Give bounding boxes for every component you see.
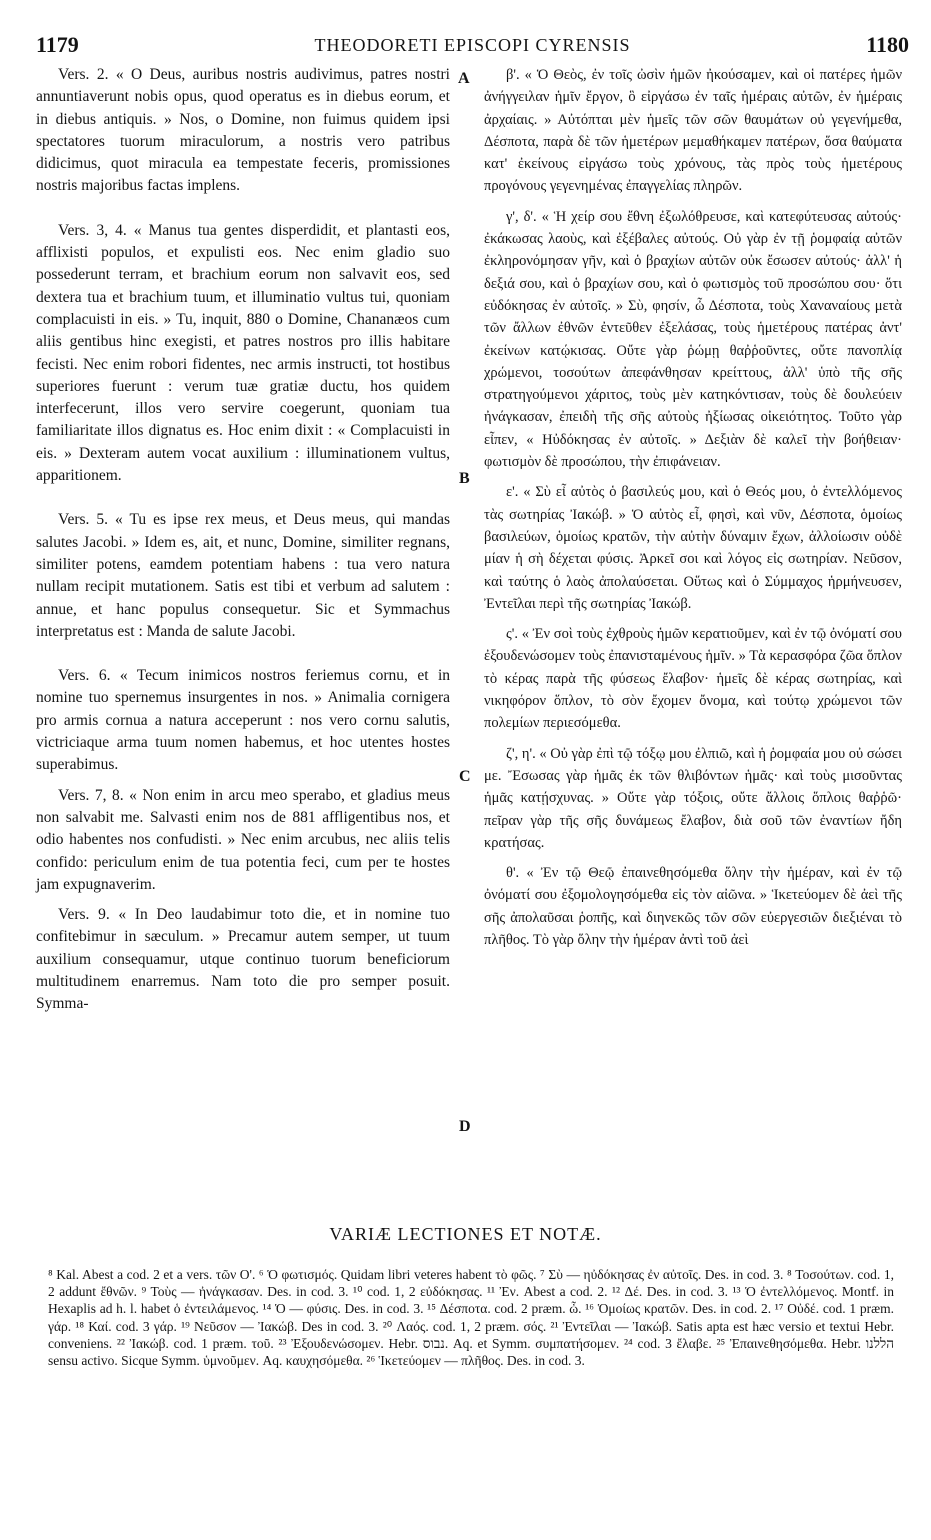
page-header xyxy=(36,32,909,64)
page-number-right: 1180 xyxy=(866,32,909,57)
greek-verse-9: θ'. « Ἐν τῷ Θεῷ ἐπαινεθησόμεθα ὅλην τὴν ἡμέραν, καὶ ἐν τῷ ὀνόματί σου ἐξομολογησόμεθα εἰς τὸν αἰῶνα. » Ἱκετεύομεν δὲ ἀεὶ τῆς σῆς ἀπολαῦσαι ῥοπῆς, καὶ διηνεκῶς τῶν σῶν εὐεργεσιῶν διεξιέναι τὸ πλῆθος. Τὸ γὰρ ὅλην τὴν ἡμέραν ἀντὶ τοῦ ἀεὶ xyxy=(484,865,902,948)
notes-text: ⁸ Kal. Abest a cod. 2 et a vers. τῶν Ο'. ⁶ Ὁ φωτισμός. Quidam libri veteres habent τὸ φῶς. ⁷ Σὺ — ηὐδόκησας ἐν αὐτοῖς. Des. in cod. 3. ⁸ Τοσούτων. cod. 1, 2 addunt ἔθνῶν. ⁹ Τοὺς — ἠνάγκασαν. Des. in cod. 3. ¹⁰ cod. 1, 2 εὐδόκησας. ¹¹ Ἐν. Abest a cod. 2. ¹² Δέ. Des. in cod. 3. ¹³ Ὁ ἐντελλόμενος. Montf. in Hexaplis ad h. l. habet ὁ ἐντειλάμενος. ¹⁴ Ὁ — φύσις. Des. in cod. 3. ¹⁵ Δέσποτα. cod. 2 præm. ὦ. ¹⁶ Ὁμοίως κρατῶν. Des. in cod. 2. ¹⁷ Οὐδέ. cod. 1 præm. γάρ. ¹⁸ Καί. cod. 3 γάρ. ¹⁹ Νεῦσον — Ἰακώβ. Des in cod. 3. ²⁰ Λαός. cod. 1, 2 præm. σός. ²¹ Ἐντεῖλαι — Ἰακώβ. Satis apta est hæc versio et textui Hebr. conveniens. ²² Ἰακώβ. cod. 1 præm. τοῦ. ²³ Ἐξουδενώσομεν. Hebr. נבוס. Aq. et Symm. συμπατήσομεν. ²⁴ cod. 3 ἔλαβε. ²⁵ Ἐπαινεθησόμεθα. Hebr. הללנו sensu activo. Sicque Symm. ὑμνοῦμεν. Aq. καυχησόμεθα. ²⁶ Ἱκετεύομεν — πλῆθος. Des. in cod. 3. xyxy=(48,1267,894,1369)
latin-verse-6: Vers. 6. « Tecum inimicos nostros feriemus cornu, et in nomine tuo spernemus insurgentes in nos. » Animalia cornigera pro armis cornua a natura acceperunt : nos vero cornu salutis, victriciaque arma tuum nomen habemus, et hoc utentes hostes superabimus. xyxy=(36,667,450,774)
greek-verse-7-8: ζ', η'. « Οὐ γὰρ ἐπὶ τῷ τόξῳ μου ἐλπιῶ, καὶ ἡ ῥομφαία μου οὐ σώσει με. Ἔσωσας γὰρ ἡμᾶς ἐκ τῶν θλιβόντων ἡμᾶς· καὶ τοὺς μισοῦντας ἡμᾶς κατῄσχυνας. » Οὔτε γὰρ τόξοις, οὔτε ἄλλοις ὅπλοις θαῤῥῶ· πεῖραν γὰρ τῆς σῆς δυνάμεως ἔλαβον, διὰ σοῦ τῶν ἐναντίων ἤδη κρατήσας. xyxy=(484,745,902,851)
notes-heading: VARIÆ LECTIONES ET NOTÆ. xyxy=(329,1224,602,1244)
latin-column xyxy=(36,64,450,1016)
notes-block xyxy=(48,1266,894,1369)
margin-letter-b: B xyxy=(459,470,470,487)
greek-verse-6: ς'. « Ἐν σοὶ τοὺς ἐχθροὺς ἡμῶν κερατιοῦμεν, καὶ ἐν τῷ ὀνόματί σου ἐξουδενώσομεν τοὺς ἐπανισταμένους ἡμῖν. » Τὰ κερασφόρα ζῶα ὅπλον τὸ κέρας παρὰ τῆς φύσεως ἔλαβον· ἡμεῖς δὲ κέρας σωτηρίας, καὶ νικηφόρον ὅπλον, τὸ σὸν ἔχομεν ὄνομα, καὶ τούτῳ χρώμενοι τῶν πολεμίων περιεσόμεθα. xyxy=(484,626,902,732)
greek-column xyxy=(484,64,902,951)
running-title: THEODORETI EPISCOPI CYRENSIS xyxy=(314,35,631,55)
latin-verse-9: Vers. 9. « In Deo laudabimur toto die, et in nomine tuo confitebimur in sæculum. » Precamur autem semper, ut tuum auxilium consequamur, utque continuo tuorum beneficiorum multitudinem enarremus. Nam toto die pro semper posuit. Symma- xyxy=(36,906,450,1013)
latin-verse-2: Vers. 2. « O Deus, auribus nostris audivimus, patres nostri annuntiaverunt nobis opus, quod operatus es in diebus eorum, et in diebus antiquis. » Nos, o Domine, non fuimus quidem ipsi spectatores tuorum miraculorum, a nostris vero patribus didicimus, quot miracula ea tempestate feceris, promissiones nostris majoribus factas implens. xyxy=(36,66,450,195)
latin-verse-5: Vers. 5. « Tu es ipse rex meus, et Deus meus, qui mandas salutes Jacobi. » Idem es, ait, et nunc, Domine, similiter regnans, similiter potens, eamdem potentiam habens : tua vero natura nullam recipit mutationem. Satis est tibi et verbum ad salutem : annue, et hanc populus consequetur. Sic et Symmachus interpretatus est : Manda de salute Jacobi. xyxy=(36,511,450,640)
margin-letter-a: A xyxy=(458,70,470,87)
greek-verse-5: ε'. « Σὺ εἶ αὐτὸς ὁ βασιλεύς μου, καὶ ὁ Θεός μου, ὁ ἐντελλόμενος τὰς σωτηρίας Ἰακώβ. » Ὁ αὐτὸς εἶ, φησὶ, καὶ νῦν, Δέσποτα, ὁμοίως βασιλεύων, ὁμοίως κρατῶν, τὴν αὐτὴν δύναμιν ἔχων, ἀλλοίωσιν οὐδὲ μίαν ἡ σὴ δέχεται φύσις. Ἀρκεῖ σοι καὶ λόγος εἰς σωτηρίαν. Νεῦσον, καὶ ταύτης ὁ λαὸς ἀπολαύσεται. Οὕτως καὶ ὁ Σύμμαχος ἡρμήνευσεν, Ἐντεῖλαι περὶ τῆς σωτηρίας Ἰακώβ. xyxy=(484,484,902,612)
margin-letter-d: D xyxy=(459,1118,471,1135)
greek-verse-3-4: γ', δ'. « Ἡ χείρ σου ἔθνη ἐξωλόθρευσε, καὶ κατεφύτευσας αὐτούς· ἐκάκωσας λαοὺς, καὶ ἐξέβαλες αὐτούς. Οὐ γὰρ ἐν τῇ ῥομφαίᾳ αὐτῶν ἐκληρονόμησαν γῆν, καὶ ὁ βραχίων αὐτῶν οὐκ ἔσωσεν αὐτούς· ἀλλ' ἡ δεξιά σου, καὶ ὁ βραχίων σου, καὶ ὁ φωτισμὸς τοῦ προσώπου σου· ὅτι εὐδόκησας ἐν αὐτοῖς. » Σὺ, φησίν, ὦ Δέσποτα, τοὺς Χαναναίους μετὰ τῶν ἄλλων ἐθνῶν ἐντεῦθεν ἐξελάσας, τοὺς ἡμετέρους πατέρας ἀντ' ἐκείνων κατῴκισας. Οὔτε γὰρ ῥώμῃ θαῤῥοῦντες, οὔτε πανοπλίᾳ χρώμενοι, τοσούτων ἀπεφάνθησαν κρείττους, ἀλλ' ὑπὸ τῆς σῆς στρατηγούμενοι χάριτος, τοὺς μὲν κατηκόντισαν, τοὺς δὲ δουλεύειν ἠνάγκασαν, ἐπειδὴ τῆς σῆς αὐτοὺς ἠξίωσας οἰκειότητος. Τοῦτο γὰρ εἶπεν, « Ηὐδόκησας ἐν αὐτοῖς. » Δεξιὰν δὲ καλεῖ τὴν βοήθειαν· φωτισμὸν δὲ προσώπου, τὴν ἐπιφάνειαν. xyxy=(484,208,902,471)
latin-verse-7-8: Vers. 7, 8. « Non enim in arcu meo sperabo, et gladius meus non salvabit me. Salvasti enim nos de 881 affligentibus nos, et odio habentes nos confudisti. » Nec enim arcubus, nec aliis telis confido: periculum enim de tua potentia feci, cum per te hostes jam expugnaverim. xyxy=(36,786,450,893)
greek-verse-2: β'. « Ὁ Θεὸς, ἐν τοῖς ὠσὶν ἡμῶν ἠκούσαμεν, καὶ οἱ πατέρες ἡμῶν ἀνήγγειλαν ἡμῖν ἔργον, ὃ εἰργάσω ἐν ταῖς ἡμέραις αὐτῶν, ἐν ἡμέραις ἀρχαίαις. » Αὐτόπται μὲν ἡμεῖς τῶν σῶν θαυμάτων οὐ γεγενήμεθα, Δέσποτα, παρὰ δὲ τῶν ἡμετέρων μεμαθήκαμεν πατέρων, ὅσα θαύματα κατ' ἐκείνους εἰργάσω τοὺς χρόνους, τὰς πρὸς τοὺς ἡμετέρους προγόνους γεγενημένας ἐπαγγελίας πληρῶν. xyxy=(484,67,902,195)
page-number-left: 1179 xyxy=(36,32,79,57)
latin-verse-3-4: Vers. 3, 4. « Manus tua gentes disperdidit, et plantasti eos, afflixisti populos, et expulisti eos. Nec enim gladio suo possederunt terram, et brachium eorum non salvavit eos, sed dextera tua et brachium tuum, et illuminatio vultus tui, quoniam complacuisti in eis. » Tu, inquit, 880 o Domine, Chananæos cum aliis gentibus hinc exegisti, et patres nostros pro illis habitare fecisti. Nec enim robori fidentes, nec armis instructi, tot hostibus superiores fuerunt : verum tuæ gratiæ ductu, hos quidem interfecerunt, illos vero servire coegerunt, quoniam tua familiaritate illos dignatus es. Hoc enim dixit : « Complacuisti in eis. » Dexteram autem vocat auxilium : illuminationem vultus, apparitionem. xyxy=(36,221,450,485)
margin-letter-c: C xyxy=(459,768,471,785)
